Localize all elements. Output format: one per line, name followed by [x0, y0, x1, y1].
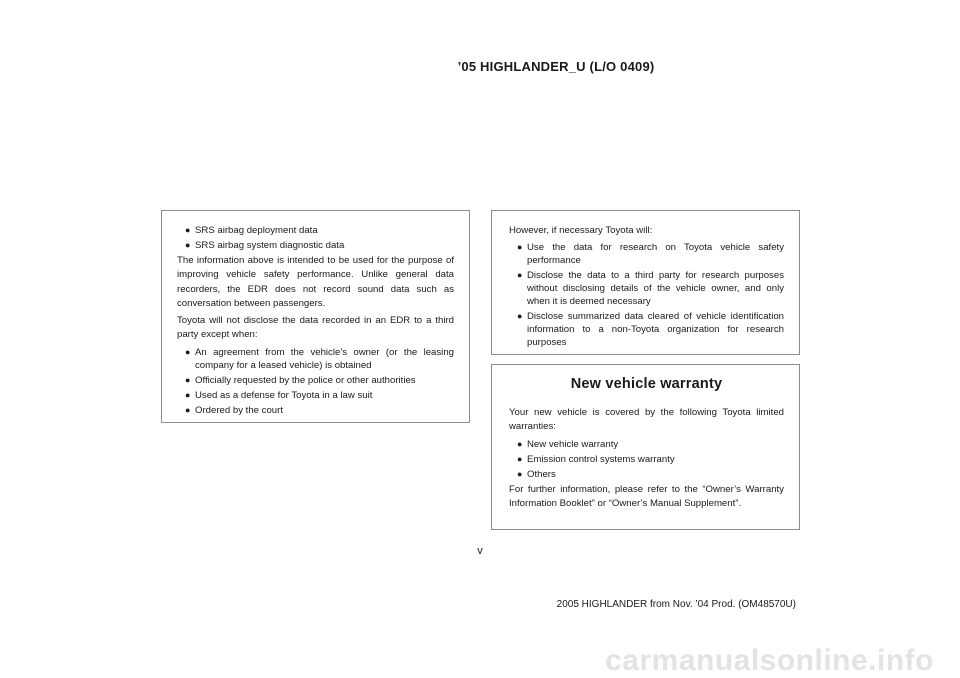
- list-item: ● Others: [517, 468, 556, 480]
- usage-intro: However, if necessary Toyota will:: [509, 225, 653, 236]
- bullet-icon: ●: [517, 468, 523, 479]
- list-item: ● Officially requested by the police or other authorities: [185, 374, 416, 386]
- bullet-icon: ●: [517, 438, 523, 449]
- bullet-icon: ●: [185, 374, 191, 385]
- bullet-icon: ●: [517, 453, 523, 464]
- list-item: ● New vehicle warranty: [517, 438, 619, 450]
- list-item: ● Ordered by the court: [185, 404, 283, 416]
- toyota-usage-panel: [491, 210, 800, 355]
- bullet-icon: ●: [185, 346, 191, 357]
- warranty-closing: For further information, please refer to the “Owner’s Warranty Information Booklet” or “Owner’s Manual Supplement”.: [509, 483, 784, 509]
- warranty-panel: [491, 364, 800, 530]
- list-item: ● SRS airbag deployment data: [185, 225, 318, 236]
- page-number: v: [477, 545, 483, 557]
- bullet-icon: ●: [185, 225, 191, 235]
- list-item: ● Disclose the data to a third party for research purposes without disclosing details of the vehicle owner, and only when it is deemed necessary: [517, 270, 784, 308]
- list-item: ● Disclose summarized data cleared of vehicle identification information to a non-Toyota organization for research purposes: [517, 311, 784, 349]
- list-item: ● SRS airbag system diagnostic data: [185, 240, 345, 251]
- bullet-icon: ●: [517, 242, 523, 253]
- watermark: carmanualsonline.info: [605, 644, 934, 677]
- purpose-paragraph: The information above is intended to be used for the purpose of improving vehicle safety performance. Unlike general data recorders, the EDR does not record sound data such as conversation between passengers.: [177, 255, 454, 309]
- list-item: ● Emission control systems warranty: [517, 453, 675, 465]
- page-footer: 2005 HIGHLANDER from Nov. ’04 Prod. (OM48570U): [556, 599, 796, 610]
- bullet-icon: ●: [185, 404, 191, 415]
- bullet-icon: ●: [517, 270, 523, 281]
- disclosure-paragraph: Toyota will not disclose the data recorded in an EDR to a third party except when:: [177, 315, 454, 341]
- warranty-title: New vehicle warranty: [570, 376, 723, 392]
- edr-data-panel: [161, 210, 470, 423]
- bullet-icon: ●: [185, 389, 191, 400]
- warranty-intro: Your new vehicle is covered by the following Toyota limited warranties:: [509, 407, 784, 433]
- list-item: ● Used as a defense for Toyota in a law suit: [185, 389, 373, 401]
- bullet-icon: ●: [185, 240, 191, 250]
- list-item: ● An agreement from the vehicle’s owner (or the leasing company for a leased vehicle) is obtained: [185, 346, 454, 371]
- list-item: ● Use the data for research on Toyota vehicle safety performance: [517, 242, 784, 267]
- bullet-icon: ●: [517, 311, 523, 322]
- page-header-title: ’05 HIGHLANDER_U (L/O 0409): [457, 59, 655, 74]
